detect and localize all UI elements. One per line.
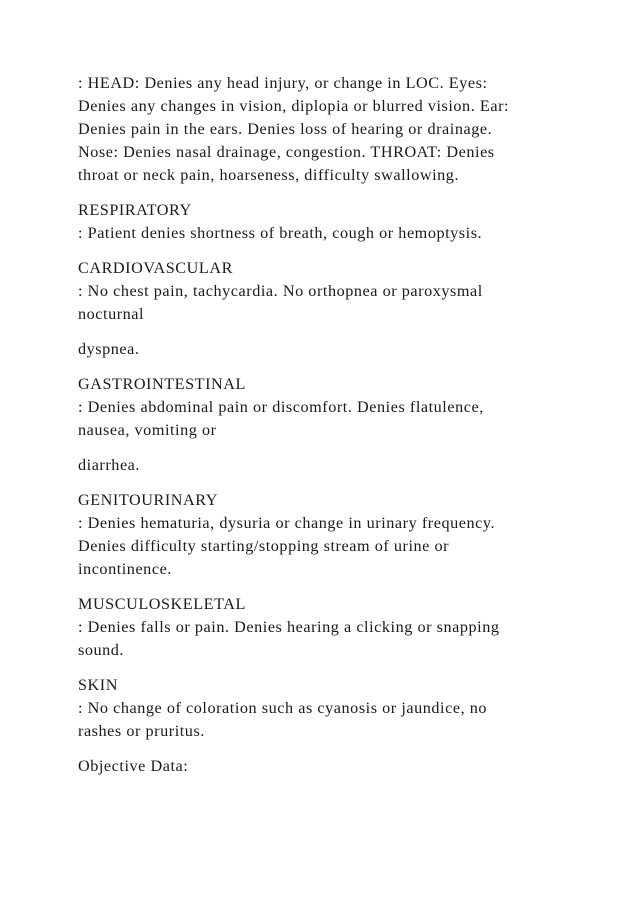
cardiovascular-heading: CARDIOVASCULAR xyxy=(78,259,233,277)
head-review-line-3: Denies pain in the ears. Denies loss of hearing or drainage. xyxy=(78,120,493,138)
objective-data-heading: Objective Data: xyxy=(78,757,189,775)
skin-heading: SKIN xyxy=(78,676,118,694)
genitourinary-text-1: : Denies hematuria, dysuria or change in urinary frequency. xyxy=(78,514,496,532)
gastrointestinal-heading: GASTROINTESTINAL xyxy=(78,375,246,393)
head-review-line-2: Denies any changes in vision, diplopia or blurred vision. Ear: xyxy=(78,97,510,115)
cardiovascular-text-1: : No chest pain, tachycardia. No orthopnea or paroxysmal xyxy=(78,282,483,300)
genitourinary-text-2: Denies difficulty starting/stopping stream of urine or xyxy=(78,537,450,555)
respiratory-text: : Patient denies shortness of breath, cough or hemoptysis. xyxy=(78,224,483,242)
genitourinary-heading: GENITOURINARY xyxy=(78,491,218,509)
gastrointestinal-text-2: nausea, vomiting or xyxy=(78,421,217,439)
gastrointestinal-text-1: : Denies abdominal pain or discomfort. Denies flatulence, xyxy=(78,398,484,416)
head-review-line-4: Nose: Denies nasal drainage, congestion. THROAT: Denies xyxy=(78,143,495,161)
skin-text-1: : No change of coloration such as cyanosis or jaundice, no xyxy=(78,699,488,717)
musculoskeletal-text-2: sound. xyxy=(78,641,125,659)
musculoskeletal-text-1: : Denies falls or pain. Denies hearing a clicking or snapping xyxy=(78,618,500,636)
skin-text-2: rashes or pruritus. xyxy=(78,722,205,740)
genitourinary-text-3: incontinence. xyxy=(78,560,172,578)
respiratory-heading: RESPIRATORY xyxy=(78,201,192,219)
musculoskeletal-heading: MUSCULOSKELETAL xyxy=(78,595,246,613)
gastrointestinal-text-3: diarrhea. xyxy=(78,456,141,474)
head-review-line-1: : HEAD: Denies any head injury, or change in LOC. Eyes: xyxy=(78,74,488,92)
cardiovascular-text-3: dyspnea. xyxy=(78,340,140,358)
head-review-line-5: throat or neck pain, hoarseness, difficulty swallowing. xyxy=(78,166,460,184)
cardiovascular-text-2: nocturnal xyxy=(78,305,145,323)
